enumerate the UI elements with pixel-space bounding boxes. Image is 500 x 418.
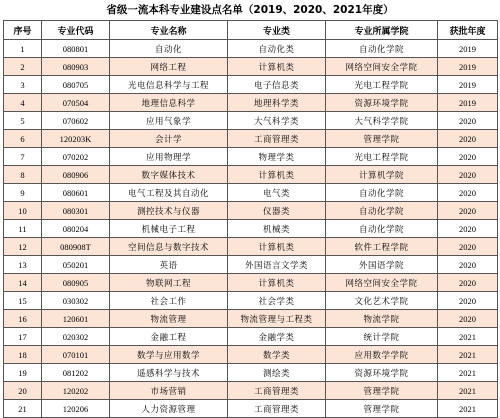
table-row	[4, 400, 498, 418]
cell-college: 管理学院	[326, 382, 438, 400]
cell-serial: 1	[4, 40, 42, 58]
cell-year: 2019	[438, 58, 498, 76]
cell-year: 2020	[438, 274, 498, 292]
cell-college: 软件工程学院	[326, 238, 438, 256]
cell-category: 仪器类	[228, 202, 326, 220]
cell-year: 2020	[438, 112, 498, 130]
cell-college: 自动化学院	[326, 184, 438, 202]
cell-year: 2020	[438, 310, 498, 328]
cell-name: 网络工程	[110, 58, 228, 76]
cell-year: 2020	[438, 148, 498, 166]
header-name: 专业名称	[110, 21, 228, 40]
cell-college: 管理学院	[326, 400, 438, 418]
cell-category: 物理学类	[228, 148, 326, 166]
cell-code: 080906	[42, 166, 110, 184]
cell-code: 120206	[42, 400, 110, 418]
cell-name: 英语	[110, 256, 228, 274]
cell-year: 2021	[438, 400, 498, 418]
cell-code: 030302	[42, 292, 110, 310]
cell-category: 计算机类	[228, 58, 326, 76]
cell-name: 测控技术与仪器	[110, 202, 228, 220]
cell-code: 120601	[42, 310, 110, 328]
cell-serial: 14	[4, 274, 42, 292]
cell-code: 120202	[42, 382, 110, 400]
cell-name: 物流管理	[110, 310, 228, 328]
cell-name: 自动化	[110, 40, 228, 58]
cell-serial: 16	[4, 310, 42, 328]
cell-category: 社会学类	[228, 292, 326, 310]
table-row	[4, 184, 498, 202]
cell-category: 数学类	[228, 346, 326, 364]
cell-category: 地理科学类	[228, 94, 326, 112]
cell-serial: 21	[4, 400, 42, 418]
program-table	[3, 20, 498, 418]
cell-serial: 4	[4, 94, 42, 112]
cell-college: 自动化学院	[326, 202, 438, 220]
cell-name: 遥感科学与技术	[110, 364, 228, 382]
cell-college: 网络空间安全学院	[326, 274, 438, 292]
cell-college: 光电工程学院	[326, 76, 438, 94]
cell-college: 大气科学学院	[326, 112, 438, 130]
table-row	[4, 328, 498, 346]
cell-code: 080301	[42, 202, 110, 220]
table-row	[4, 310, 498, 328]
cell-code: 070101	[42, 346, 110, 364]
cell-name: 机械电子工程	[110, 220, 228, 238]
cell-category: 金融学类	[228, 328, 326, 346]
cell-serial: 13	[4, 256, 42, 274]
table-row	[4, 274, 498, 292]
cell-college: 物流学院	[326, 310, 438, 328]
cell-college: 资源环境学院	[326, 94, 438, 112]
cell-name: 市场营销	[110, 382, 228, 400]
cell-year: 2021	[438, 346, 498, 364]
cell-category: 外国语言文学类	[228, 256, 326, 274]
cell-college: 文化艺术学院	[326, 292, 438, 310]
cell-code: 070202	[42, 148, 110, 166]
cell-category: 电气类	[228, 184, 326, 202]
cell-year: 2020	[438, 238, 498, 256]
cell-college: 计算机学院	[326, 166, 438, 184]
cell-category: 工商管理类	[228, 130, 326, 148]
cell-serial: 2	[4, 58, 42, 76]
cell-code: 070504	[42, 94, 110, 112]
cell-code: 070602	[42, 112, 110, 130]
cell-name: 会计学	[110, 130, 228, 148]
cell-college: 管理学院	[326, 130, 438, 148]
cell-year: 2020	[438, 184, 498, 202]
cell-code: 080705	[42, 76, 110, 94]
header-college: 专业所属学院	[326, 21, 438, 40]
cell-college: 自动化学院	[326, 220, 438, 238]
table-row	[4, 346, 498, 364]
cell-code: 080905	[42, 274, 110, 292]
table-row	[4, 130, 498, 148]
cell-name: 社会工作	[110, 292, 228, 310]
table-row	[4, 76, 498, 94]
cell-serial: 9	[4, 184, 42, 202]
cell-college: 自动化学院	[326, 40, 438, 58]
cell-year: 2020	[438, 130, 498, 148]
cell-year: 2021	[438, 328, 498, 346]
table-row	[4, 220, 498, 238]
cell-college: 应用数学学院	[326, 346, 438, 364]
cell-code: 120203K	[42, 130, 110, 148]
cell-serial: 6	[4, 130, 42, 148]
table-row	[4, 166, 498, 184]
cell-serial: 20	[4, 382, 42, 400]
cell-name: 光电信息科学与工程	[110, 76, 228, 94]
table-row	[4, 292, 498, 310]
header-serial: 序号	[4, 21, 42, 40]
cell-category: 测绘类	[228, 364, 326, 382]
cell-code: 081202	[42, 364, 110, 382]
header-category: 专业类	[228, 21, 326, 40]
cell-year: 2019	[438, 76, 498, 94]
cell-college: 网络空间安全学院	[326, 58, 438, 76]
cell-name: 电气工程及其自动化	[110, 184, 228, 202]
cell-serial: 5	[4, 112, 42, 130]
cell-serial: 8	[4, 166, 42, 184]
cell-name: 空间信息与数字技术	[110, 238, 228, 256]
cell-name: 数字媒体技术	[110, 166, 228, 184]
cell-serial: 7	[4, 148, 42, 166]
table-row	[4, 256, 498, 274]
cell-year: 2021	[438, 382, 498, 400]
cell-year: 2020	[438, 202, 498, 220]
header-code: 专业代码	[42, 21, 110, 40]
cell-category: 物流管理与工程类	[228, 310, 326, 328]
cell-name: 应用物理学	[110, 148, 228, 166]
cell-code: 080204	[42, 220, 110, 238]
cell-serial: 19	[4, 364, 42, 382]
header-year: 获批年度	[438, 21, 498, 40]
cell-name: 地理信息科学	[110, 94, 228, 112]
table-row	[4, 94, 498, 112]
cell-name: 金融工程	[110, 328, 228, 346]
cell-code: 050201	[42, 256, 110, 274]
table-row	[4, 202, 498, 220]
cell-year: 2021	[438, 364, 498, 382]
cell-serial: 15	[4, 292, 42, 310]
cell-name: 数学与应用数学	[110, 346, 228, 364]
cell-category: 计算机类	[228, 274, 326, 292]
cell-college: 外国语学院	[326, 256, 438, 274]
cell-year: 2019	[438, 40, 498, 58]
cell-name: 物联网工程	[110, 274, 228, 292]
cell-code: 020302	[42, 328, 110, 346]
cell-category: 工商管理类	[228, 400, 326, 418]
cell-category: 计算机类	[228, 166, 326, 184]
cell-name: 人力资源管理	[110, 400, 228, 418]
cell-category: 机械类	[228, 220, 326, 238]
cell-code: 080903	[42, 58, 110, 76]
cell-serial: 18	[4, 346, 42, 364]
cell-category: 自动化类	[228, 40, 326, 58]
table-row	[4, 58, 498, 76]
cell-serial: 17	[4, 328, 42, 346]
cell-category: 计算机类	[228, 238, 326, 256]
cell-serial: 11	[4, 220, 42, 238]
cell-year: 2020	[438, 292, 498, 310]
cell-name: 应用气象学	[110, 112, 228, 130]
cell-college: 光电工程学院	[326, 148, 438, 166]
cell-code: 080908T	[42, 238, 110, 256]
table-row	[4, 382, 498, 400]
cell-code: 080601	[42, 184, 110, 202]
cell-serial: 10	[4, 202, 42, 220]
cell-college: 统计学院	[326, 328, 438, 346]
cell-code: 080801	[42, 40, 110, 58]
cell-serial: 12	[4, 238, 42, 256]
table-row	[4, 364, 498, 382]
cell-serial: 3	[4, 76, 42, 94]
document-title: 省级一流本科专业建设点名单（2019、2020、2021年度）	[106, 4, 394, 16]
cell-year: 2019	[438, 94, 498, 112]
table-row	[4, 40, 498, 58]
table-row	[4, 238, 498, 256]
table-row	[4, 112, 498, 130]
table-header-row	[4, 21, 498, 40]
cell-category: 大气科学类	[228, 112, 326, 130]
cell-category: 工商管理类	[228, 382, 326, 400]
cell-year: 2020	[438, 256, 498, 274]
cell-category: 电子信息类	[228, 76, 326, 94]
cell-year: 2020	[438, 166, 498, 184]
cell-college: 资源环境学院	[326, 364, 438, 382]
table-row	[4, 148, 498, 166]
cell-year: 2020	[438, 220, 498, 238]
